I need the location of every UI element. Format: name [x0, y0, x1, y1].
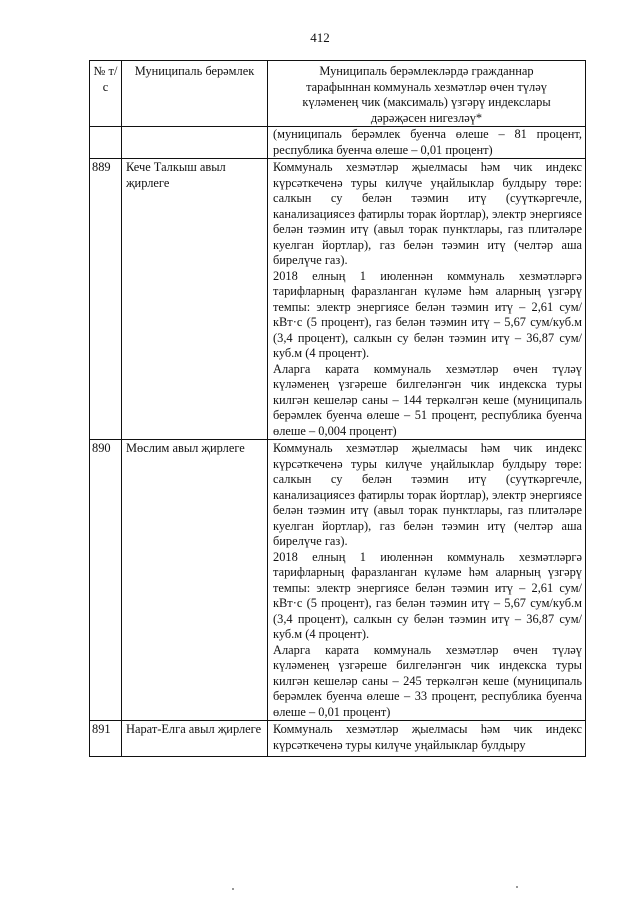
header-basis — [268, 61, 586, 127]
table-row — [90, 159, 586, 440]
header-basis-line: Муниципаль берәмлекләрдә гражданнар — [319, 64, 534, 78]
row-municipality: Мөслим авыл җирлеге — [122, 440, 268, 721]
header-municipality: Муниципаль берәмлек — [122, 61, 268, 127]
header-number: № т/с — [90, 61, 122, 127]
table-header-row — [90, 61, 586, 127]
row-text-clip — [273, 722, 582, 756]
header-basis-line: тарафыннан коммуналь хезмәтләр өчен түләү — [306, 79, 547, 94]
page-number: 412 — [310, 30, 330, 45]
scan-speck — [232, 888, 234, 890]
header-basis-line: күләменең чик (максималь) үзгәрү индекслары — [302, 95, 551, 109]
table-row — [90, 440, 586, 721]
row-municipality: Нарат-Елга авыл җирлеге — [122, 721, 268, 757]
row-basis-text — [268, 159, 586, 440]
row-number: 891 — [90, 721, 122, 757]
table-row-continuation — [90, 127, 586, 159]
continuation-text: (муниципаль берәмлек буенча өлеше – 81 процент, республика буенча өлеше – 0,01 процент) — [268, 127, 586, 159]
scan-speck — [516, 886, 518, 888]
row-paragraph: Коммуналь хезмәтләр җыелмасы һәм чик индекс күрсәткеченә туры килүче уңайлыклар булдыру төре: салкын су белән тәэмин итү (суүткәргечле, канализациясез фатирлы торак йортлар), электр энергиясе белән тәэмин итү (авыл торак пунктлары, газ плитәләре куелган йортлар), газ белән тәэмин итү (челтәр аша бирелүче газ). — [273, 160, 582, 267]
row-basis-text — [268, 721, 586, 757]
row-number: 889 — [90, 159, 122, 440]
table-row — [90, 721, 586, 757]
row-basis-text — [268, 440, 586, 721]
row-paragraph: Аларга карата коммуналь хезмәтләр өчен түләү күләменең үзгәреше билгеләнгән чик индекска туры килгән кешеләр саны – 144 теркәлгән кеше (муниципаль берәмлек буенча өлеше – 51 процент, республика буенча өлеше – 0,004 процент) — [273, 361, 582, 438]
row-paragraph: Коммуналь хезмәтләр җыелмасы һәм чик индекс күрсәткеченә туры килүче уңайлыклар булдыру төре: салкын су белән тәэмин итү (суүткәргечле, канализациясез фатирлы торак йортлар), электр энергиясе белән тәэмин итү (авыл торак пунктлары, газ плитәләре куелган йортлар), газ белән тәэмин итү (челтәр аша бирелүче газ). — [273, 441, 582, 548]
municipal-tariff-table — [89, 60, 586, 757]
row-number: 890 — [90, 440, 122, 721]
row-municipality: Кече Талкыш авыл җирлеге — [122, 159, 268, 440]
row-paragraph: 2018 елның 1 июленнән коммуналь хезмәтләргә тарифларның фаразланган күләме һәм аларның үзгәрү темпы: электр энергиясе белән тәэмин итү – 2,61 сум/кВт·с (5 процент), газ белән тәэмин итү – 5,67 сум/куб.м (3,4 процент), салкын су белән тәэмин итү – 36,87 сум/куб.м (4 процент). — [273, 549, 582, 641]
row-paragraph: Коммуналь хезмәтләр җыелмасы һәм чик индекс күрсәткеченә туры килүче уңайлыклар булдыру — [273, 722, 582, 752]
row-paragraph: 2018 елның 1 июленнән коммуналь хезмәтләргә тарифларның фаразланган күләме һәм аларның үзгәрү темпы: электр энергиясе белән тәэмин итү – 2,61 сум/кВт·с (5 процент), газ белән тәэмин итү – 5,67 сум/куб.м (3,4 процент), салкын су белән тәэмин итү – 36,87 сум/куб.м (4 процент). — [273, 268, 582, 360]
header-basis-line: дәрәҗәсен нигезләү* — [370, 110, 483, 125]
row-paragraph: Аларга карата коммуналь хезмәтләр өчен түләү күләменең үзгәреше билгеләнгән чик индекска туры килгән кешеләр саны – 245 теркәлгән кеше (муниципаль берәмлек буенча өлеше – 33 процент, республика буенча өлеше – 0,01 процент) — [273, 642, 582, 719]
